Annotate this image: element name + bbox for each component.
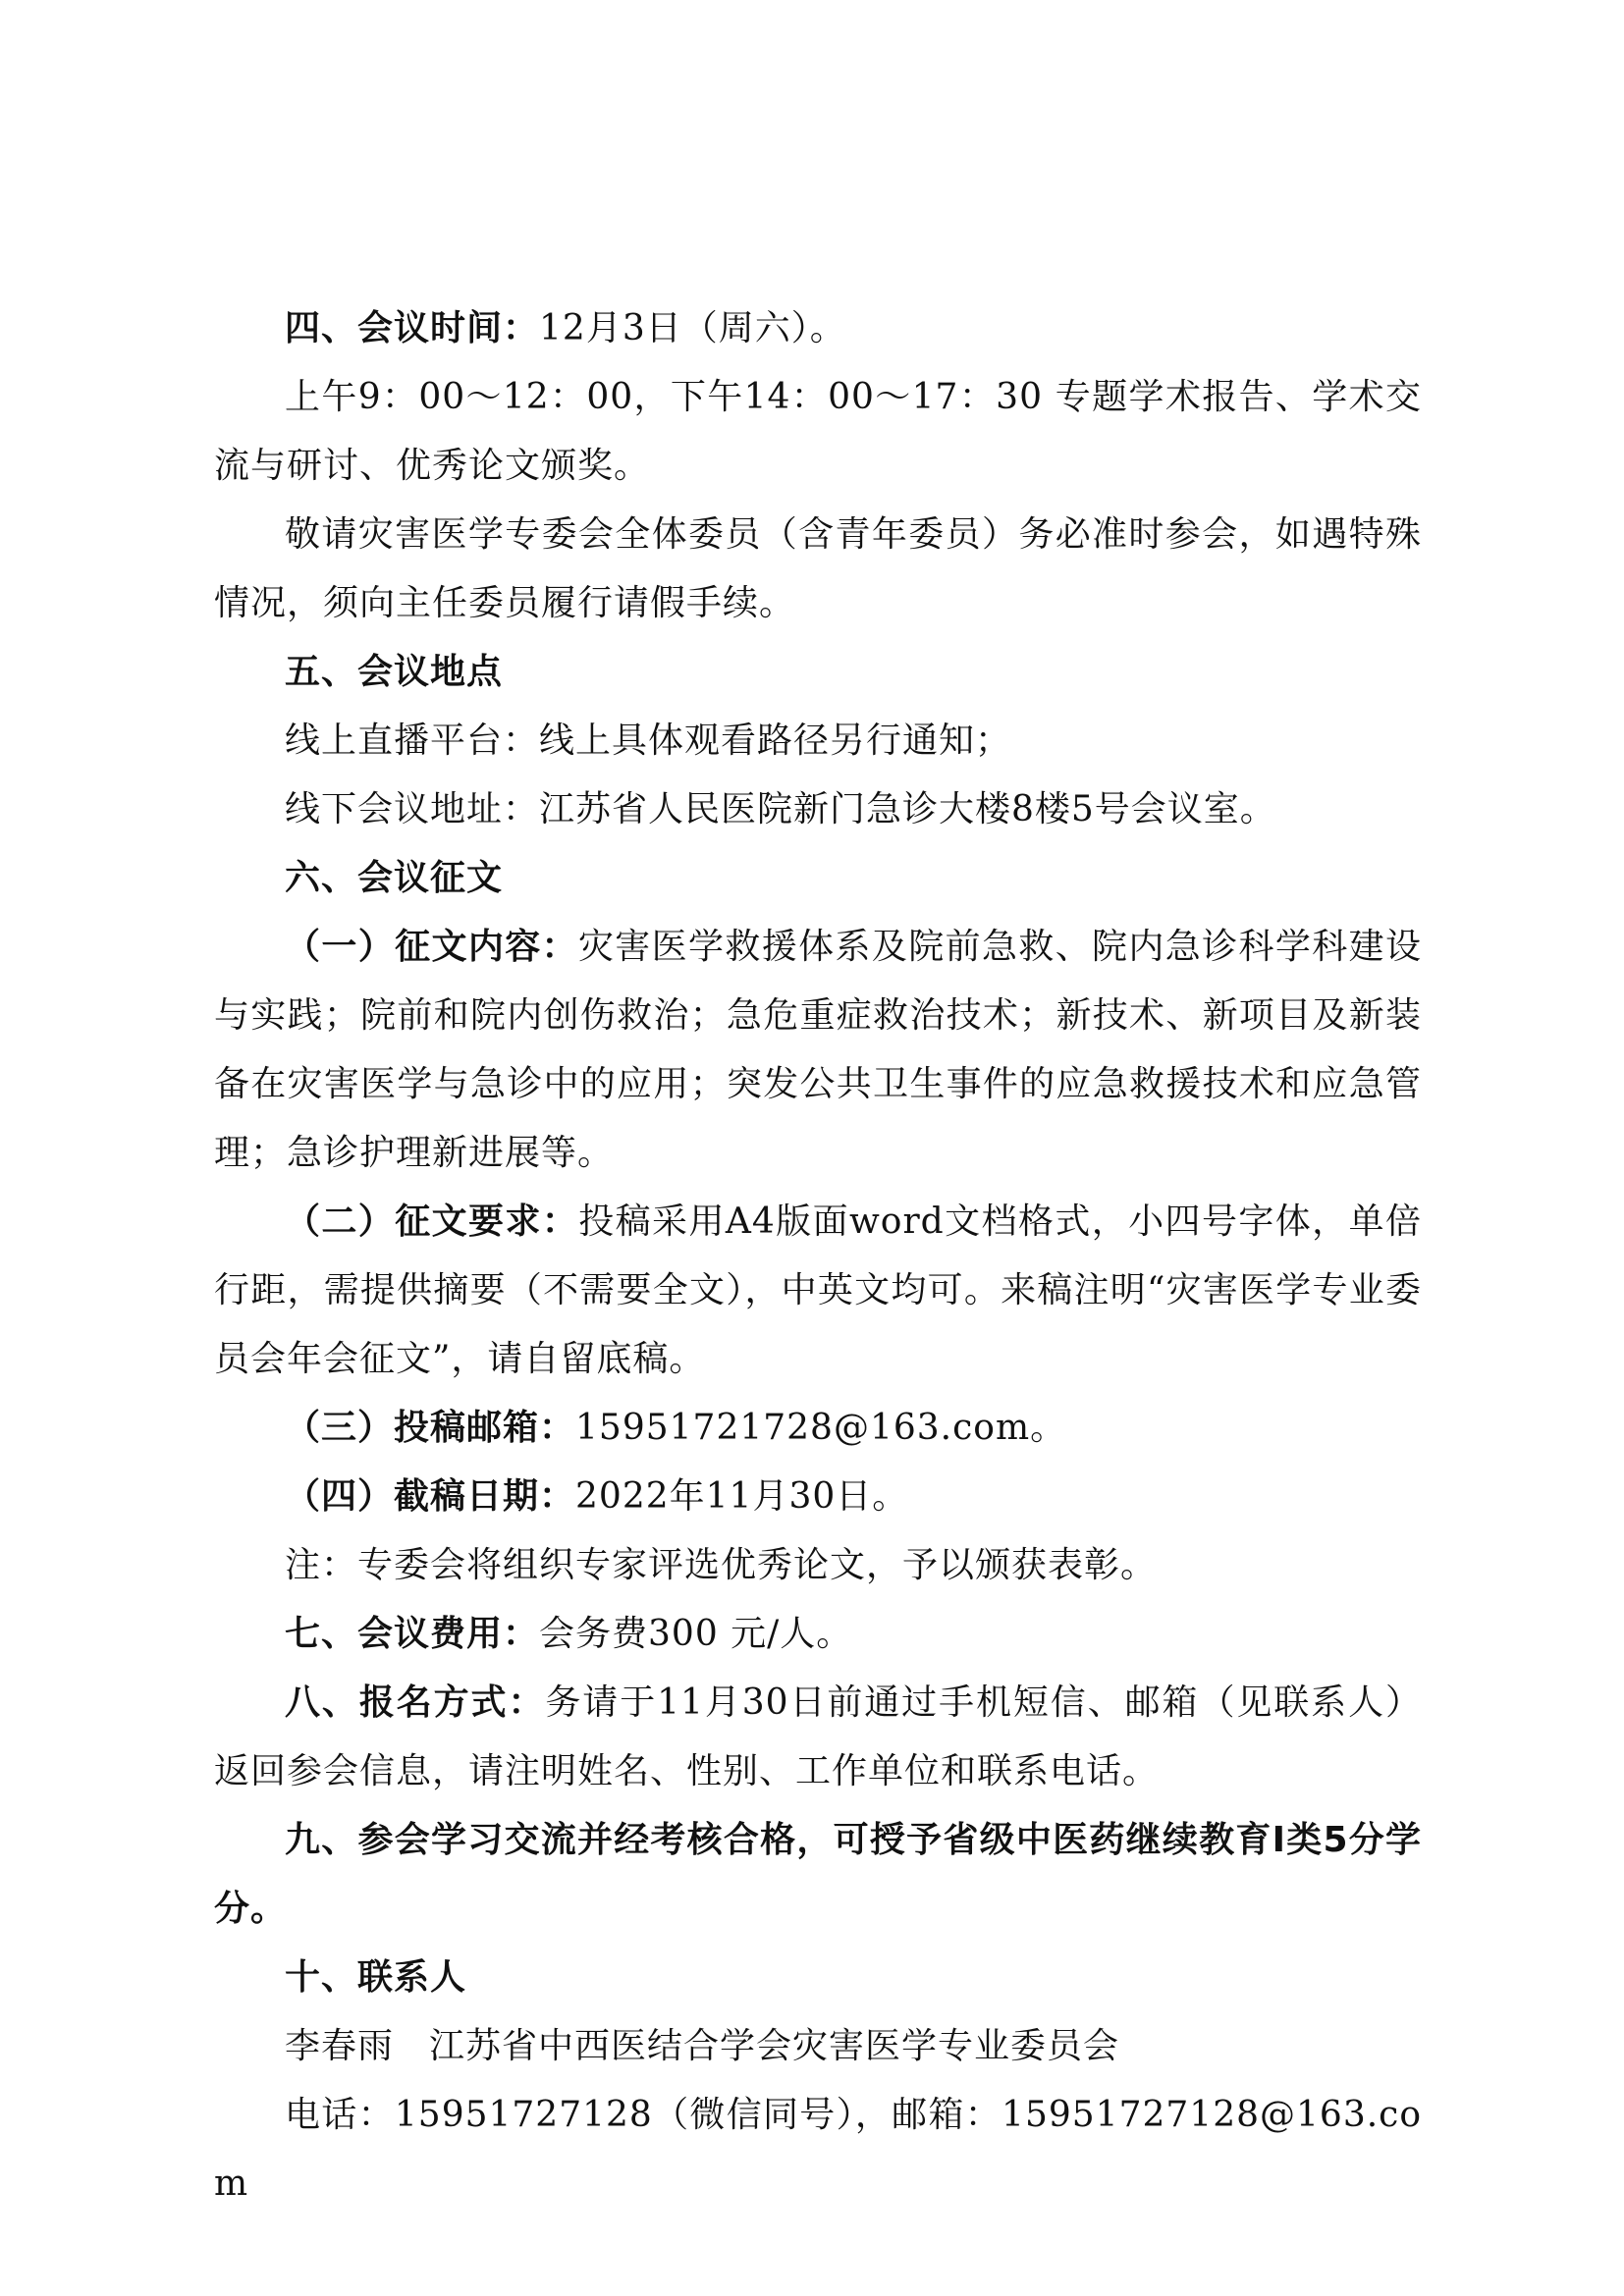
section-9-credits: 九、参会学习交流并经考核合格，可授予省级中医药继续教育Ⅰ类5分学分。 [214,1820,1422,1929]
award-note: 注：专委会将组织专家评选优秀论文，予以颁获表彰。 [285,1545,1158,1585]
call-requirements-label: （二）征文要求： [285,1201,579,1242]
submission-email [214,1394,1422,1463]
contact-name: 李春雨 [285,2026,395,2066]
deadline-text: 2022年11月30日。 [575,1476,909,1517]
call-content-label: （一）征文内容： [285,927,578,967]
section-7-fee [214,1600,1422,1669]
call-requirements [214,1188,1422,1394]
offline-address: 线下会议地址：江苏省人民医院新门急诊大楼8楼5号会议室。 [285,789,1276,829]
section-6-heading: 六、会议征文 [285,858,504,898]
submission-email-label: （三）投稿邮箱： [285,1408,576,1448]
attendance-notice: 敬请灾害医学专委会全体委员（含青年委员）务必准时参会，如遇特殊情况，须向主任委员履行请假手续。 [214,514,1422,623]
section-4-heading: 四、会议时间： [285,308,540,348]
call-content [214,913,1422,1188]
deadline-label: （四）截稿日期： [285,1476,576,1517]
document-body [214,294,1422,2218]
section-8-text: 务请于11月30日前通过手机短信、邮箱（见联系人）返回参会信息，请注明姓名、性别、工作单位和联系电话。 [214,1682,1422,1791]
section-7-heading: 七、会议费用： [285,1614,540,1654]
section-8-registration [214,1669,1422,1806]
section-8-heading: 八、报名方式： [285,1682,546,1723]
online-platform: 线上直播平台：线上具体观看路径另行通知； [285,721,1012,761]
section-4-text: 12月3日（周六）。 [539,308,846,348]
contact-phone-email: 电话：15951727128（微信同号），邮箱：15951727128@163.com [214,2095,1422,2204]
contact-organization: 江苏省中西医结合学会灾害医学专业委员会 [429,2026,1120,2066]
deadline [214,1463,1422,1531]
section-4-time [214,294,1422,363]
schedule-paragraph: 上午9：00～12：00，下午14：00～17：30 专题学术报告、学术交流与研讨、优秀论文颁奖。 [214,377,1422,486]
call-content-text: 灾害医学救援体系及院前急救、院内急诊科学科建设与实践；院前和院内创伤救治；急危重症救治技术；新技术、新项目及新装备在灾害医学与急诊中的应用；突发公共卫生事件的应急救援技术和应急管理；急诊护理新进展等。 [214,927,1422,1173]
section-10-heading: 十、联系人 [285,1957,467,1998]
contact-person [214,2012,1422,2081]
section-7-text: 会务费300 元/人。 [539,1614,853,1654]
submission-email-text: 15951721728@163.com。 [575,1408,1067,1448]
call-requirements-text: 投稿采用A4版面word文档格式，小四号字体，单倍行距，需提供摘要（不需要全文），中英文均可。来稿注明“灾害医学专业委员会年会征文”，请自留底稿。 [214,1201,1422,1379]
section-5-heading: 五、会议地点 [285,652,504,692]
